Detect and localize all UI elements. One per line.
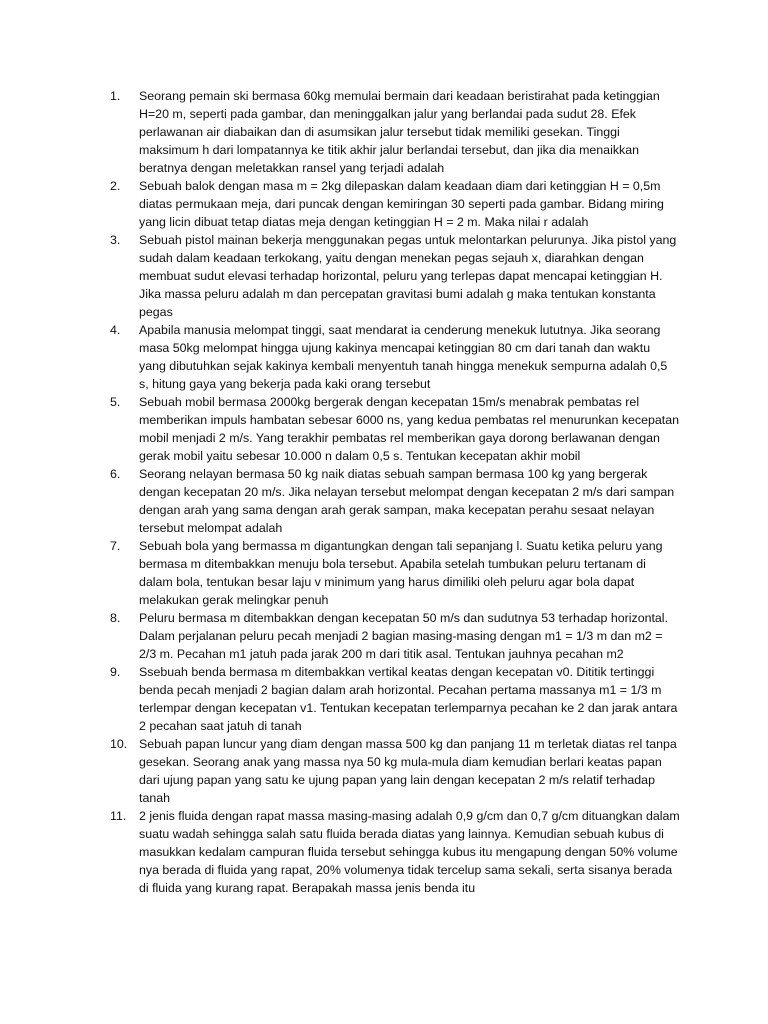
problem-text: Sebuah pistol mainan bekerja menggunakan pegas untuk melontarkan pelurunya. Jika pistol yang sudah dalam keadaan terkokang, yaitu dengan menekan pegas sejauh x, diarahkan dengan membuat sudut elevasi terhadap horizontal, peluru yang terlepas dapat mencapai ketinggian H. Jika massa peluru adalah m dan percepatan gravitasi bumi adalah g maka tentukan konstanta pegas: [139, 233, 677, 319]
problem-text: 2 jenis fluida dengan rapat massa masing-masing adalah 0,9 g/cm dan 0,7 g/cm dituangkan dalam suatu wadah sehingga salah satu fluida berada diatas yang lainnya. Kemudian sebuah kubus di masukkan kedalam campuran fluida tersebut sehingga kubus itu mengapung dengan 50% volume nya berada di fluida yang rapat, 20% volumenya tidak tercelup sama sekali, serta sisanya berada di fluida yang kurang rapat. Berapakah massa jenis benda itu: [139, 809, 680, 895]
problem-number: 6.: [110, 467, 121, 481]
problem-number: 10.: [110, 737, 128, 751]
problem-text: Sebuah bola yang bermassa m digantungkan dengan tali sepanjang l. Suatu ketika peluru yang bermasa m ditembakkan menuju bola tersebut. Apabila setelah tumbukan peluru tertanam di dalam bola, tentukan besar laju v minimum yang harus dimiliki oleh peluru agar bola dapat melakukan gerak melingkar penuh: [139, 539, 663, 607]
problem-item: [110, 393, 680, 465]
problem-list: [110, 87, 680, 897]
problem-number: 3.: [110, 233, 121, 247]
problem-text: Apabila manusia melompat tinggi, saat mendarat ia cenderung menekuk lututnya. Jika seorang masa 50kg melompat hingga ujung kakinya mencapai ketinggian 80 cm dari tanah dan waktu yang dibutuhkan sejak kakinya kembali menyentuh tanah hingga menekuk sempurna adalah 0,5 s, hitung gaya yang bekerja pada kaki orang tersebut: [139, 323, 668, 391]
problem-item: [110, 177, 680, 231]
problem-number: 9.: [110, 665, 121, 679]
problem-number: 7.: [110, 539, 121, 553]
problem-text: Sebuah balok dengan masa m = 2kg dilepaskan dalam keadaan diam dari ketinggian H = 0,5m diatas permukaan meja, dari puncak dengan kemiringan 30 seperti pada gambar. Bidang miring yang licin dibuat tetap diatas meja dengan ketinggian H = 2 m. Maka nilai r adalah: [139, 179, 664, 229]
problem-text: Seorang nelayan bermasa 50 kg naik diatas sebuah sampan bermasa 100 kg yang bergerak dengan kecepatan 20 m/s. Jika nelayan tersebut melompat dengan kecepatan 2 m/s dari sampan dengan arah yang sama dengan arah gerak sampan, maka kecepatan perahu sesaat nelayan tersebut melompat adalah: [139, 467, 675, 535]
problem-number: 2.: [110, 179, 121, 193]
problem-number: 4.: [110, 323, 121, 337]
problem-item: [110, 609, 680, 663]
problem-item: [110, 807, 680, 897]
problem-text: Peluru bermasa m ditembakkan dengan kecepatan 50 m/s dan sudutnya 53 terhadap horizontal. Dalam perjalanan peluru pecah menjadi 2 bagian masing-masing dengan m1 = 1/3 m dan m2 = 2/3 m. Pecahan m1 jatuh pada jarak 200 m dari titik asal. Tentukan jauhnya pecahan m2: [139, 611, 669, 661]
problem-item: [110, 465, 680, 537]
problem-item: [110, 537, 680, 609]
problem-number: 8.: [110, 611, 121, 625]
problem-item: [110, 231, 680, 321]
problem-text: Ssebuah benda bermasa m ditembakkan vertikal keatas dengan kecepatan v0. Dititik tertinggi benda pecah menjadi 2 bagian dalam arah horizontal. Pecahan pertama massanya m1 = 1/3 m terlempar dengan kecepatan v1. Tentukan kecepatan terlemparnya pecahan ke 2 dan jarak antara 2 pecahan saat jatuh di tanah: [139, 665, 678, 733]
problem-text: Sebuah mobil bermasa 2000kg bergerak dengan kecepatan 15m/s menabrak pembatas rel memberikan impuls hambatan sebesar 6000 ns, yang kedua pembatas rel menurunkan kecepatan mobil menjadi 2 m/s. Yang terakhir pembatas rel memberikan gaya dorong berlawanan dengan gerak mobil yaitu sebesar 10.000 n dalam 0,5 s. Tentukan kecepatan akhir mobil: [139, 395, 680, 463]
problem-number: 5.: [110, 395, 121, 409]
problem-number: 11.: [110, 809, 127, 823]
problem-item: [110, 735, 680, 807]
problem-text: Seorang pemain ski bermasa 60kg memulai bermain dari keadaan beristirahat pada ketinggian H=20 m, seperti pada gambar, dan meninggalkan jalur yang berlandai pada sudut 28. Efek perlawanan air diabaikan dan di asumsikan jalur tersebut tidak memiliki gesekan. Tinggi maksimum h dari lompatannya ke titik akhir jalur berlandai tersebut, dan jika dia menaikkan beratnya dengan meletakkan ransel yang terjadi adalah: [139, 89, 660, 175]
problem-item: [110, 87, 680, 177]
problem-text: Sebuah papan luncur yang diam dengan massa 500 kg dan panjang 11 m terletak diatas rel tanpa gesekan. Seorang anak yang massa nya 50 kg mula-mula diam kemudian berlari keatas papan dari ujung papan yang satu ke ujung papan yang lain dengan kecepatan 2 m/s relatif terhadap tanah: [139, 737, 677, 805]
problem-number: 1.: [110, 89, 121, 103]
problem-item: [110, 663, 680, 735]
problem-item: [110, 321, 680, 393]
